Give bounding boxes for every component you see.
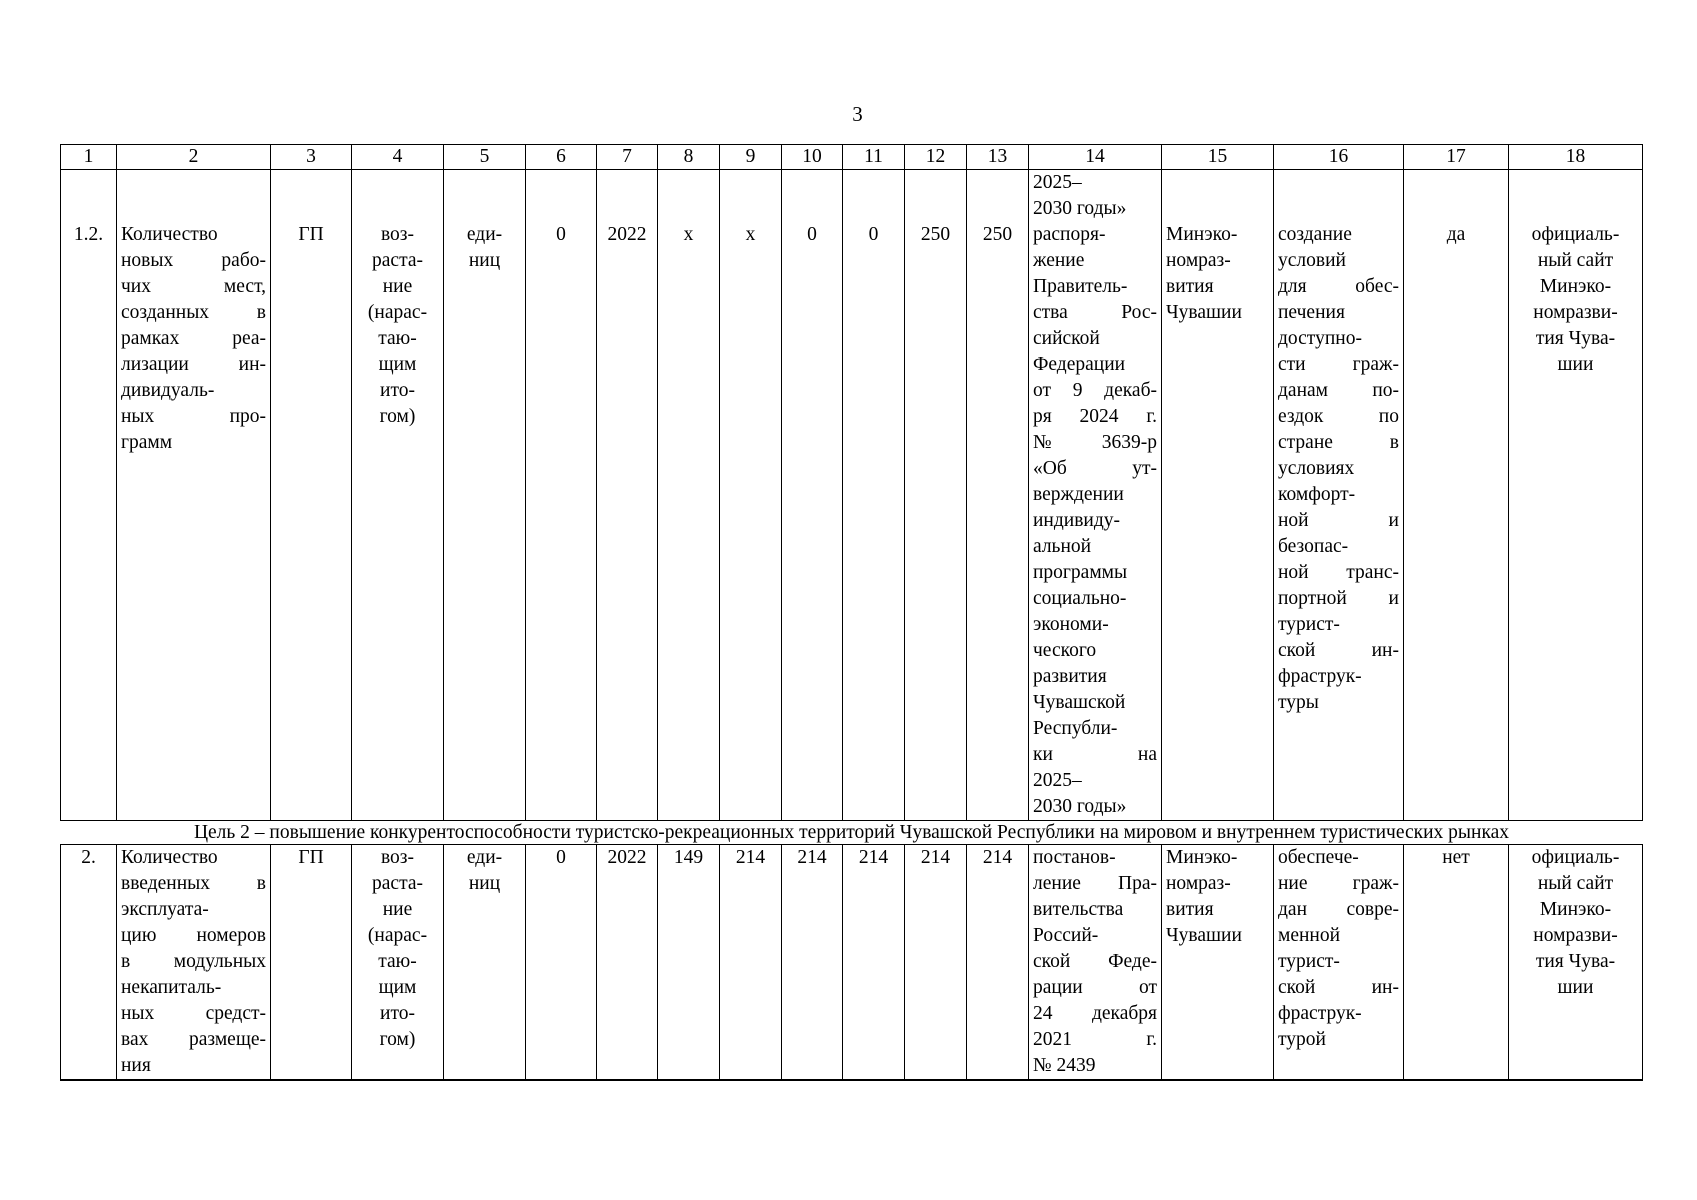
header-cell: 13 (967, 145, 1029, 170)
source-cell (1509, 222, 1643, 821)
cell-line: обеспече- (1278, 847, 1359, 868)
cell-line: (нарас- (367, 925, 428, 946)
cell-line: 2021 г. (1033, 1029, 1157, 1050)
cell-line: некапиталь- (121, 977, 222, 998)
cell-line: Количество (121, 224, 218, 245)
indicators-table (60, 144, 1643, 1081)
cell-line: номраз- (1166, 250, 1231, 271)
cell-line: вах размеще- (121, 1029, 266, 1050)
document-cell (1029, 845, 1162, 1081)
cell-line: ито- (380, 1003, 415, 1024)
header-row (61, 145, 1643, 170)
cell-line: программы (1033, 562, 1128, 583)
row-number: 2. (61, 845, 117, 1081)
cell-line: Федерации (1033, 354, 1126, 375)
continuation-row (61, 170, 1643, 223)
cell-line: № 3639-р (1033, 432, 1157, 453)
cell-line: сти граж- (1278, 354, 1399, 375)
cell-line: постанов- (1033, 847, 1116, 868)
cell-line: ление Пра- (1033, 873, 1157, 894)
cell-line: вития (1166, 276, 1214, 297)
cell-line: шии (1557, 354, 1594, 375)
cell-line: рации от (1033, 977, 1157, 998)
cell-line: ной транс- (1278, 562, 1399, 583)
header-cell: 6 (526, 145, 597, 170)
document-cell (1029, 170, 1162, 223)
cell-line: 2025– (1033, 770, 1082, 791)
cell-line: таю- (378, 951, 417, 972)
cell-line: щим (378, 977, 417, 998)
row-number: 1.2. (61, 222, 117, 821)
cell-line: печения (1278, 302, 1345, 323)
cell-line: Чувашии (1166, 302, 1242, 323)
cell-line: официаль- (1531, 847, 1620, 868)
cell-line: созданных в (121, 302, 266, 323)
cell-line: стране в (1278, 432, 1399, 453)
cell-line: сийской (1033, 328, 1100, 349)
cell-line: верждении (1033, 484, 1124, 505)
cell-line: вительства (1033, 899, 1124, 920)
cell-line: ства Рос- (1033, 302, 1157, 323)
cell-line: условий (1278, 250, 1346, 271)
cell-line: экономи- (1033, 614, 1109, 635)
indicator-trend (352, 222, 444, 821)
header-cell: 7 (597, 145, 658, 170)
header-cell: 11 (843, 145, 905, 170)
cell-line: развития (1033, 666, 1107, 687)
header-cell: 10 (782, 145, 843, 170)
header-cell: 5 (444, 145, 526, 170)
base-value: 0 (526, 845, 597, 1081)
cell-line: социально- (1033, 588, 1127, 609)
cell-line: турой (1278, 1029, 1326, 1050)
document-cell (1029, 222, 1162, 821)
cell-line: 2025– (1033, 172, 1082, 193)
cell-line: вития (1166, 899, 1214, 920)
base-year: 2022 (597, 845, 658, 1081)
cell-line: ние (382, 276, 413, 297)
cell-line: шии (1557, 977, 1594, 998)
cell-line: гом) (379, 1029, 416, 1050)
cell-line: щим (378, 354, 417, 375)
cell-line: Минэко- (1166, 224, 1238, 245)
link-cell (1274, 222, 1404, 821)
cell-line: ных средст- (121, 1003, 266, 1024)
cell-line: ской ин- (1278, 977, 1399, 998)
header-cell: 1 (61, 145, 117, 170)
cell-line: гом) (379, 406, 416, 427)
cell-line: условиях (1278, 458, 1355, 479)
cell-line: чих мест, (121, 276, 266, 297)
cell-line: безопас- (1278, 536, 1349, 557)
cell-line: тия Чува- (1535, 951, 1616, 972)
cell-line: № 2439 (1033, 1055, 1096, 1076)
cell-line: в модульных (121, 951, 266, 972)
cell-line: туры (1278, 692, 1319, 713)
cell-line: новых рабо- (121, 250, 266, 271)
cell-line: Количество (121, 847, 218, 868)
cell-line: ниц (468, 873, 501, 894)
value-cell: 0 (843, 222, 905, 821)
value-cell: 250 (967, 222, 1029, 821)
cell-line: доступно- (1278, 328, 1362, 349)
cell-line: портной и (1278, 588, 1399, 609)
indicator-trend (352, 845, 444, 1081)
indicator-level: ГП (271, 845, 352, 1081)
cell-line: воз- (380, 224, 415, 245)
value-cell: x (720, 222, 782, 821)
gis-cell: нет (1404, 845, 1509, 1081)
value-cell: 250 (905, 222, 967, 821)
base-value: 0 (526, 222, 597, 821)
cell-line: Чувашии (1166, 925, 1242, 946)
cell-line: 24 декабря (1033, 1003, 1157, 1024)
value-cell: 214 (905, 845, 967, 1081)
value-cell: 0 (782, 222, 843, 821)
header-cell: 9 (720, 145, 782, 170)
cell-line: дивидуаль- (121, 380, 215, 401)
cell-line: ной и (1278, 510, 1399, 531)
cell-line: ния (121, 1055, 151, 1076)
cell-line: менной (1278, 925, 1341, 946)
table-row-1-2 (61, 222, 1643, 821)
cell-line: фраструк- (1278, 666, 1362, 687)
cell-line: введенных в (121, 873, 266, 894)
cell-line: таю- (378, 328, 417, 349)
cell-line: создание (1278, 224, 1352, 245)
cell-line: грамм (121, 432, 173, 453)
cell-line: (нарас- (367, 302, 428, 323)
unit-cell (444, 222, 526, 821)
cell-line: турист- (1278, 951, 1340, 972)
cell-line: еди- (466, 224, 503, 245)
header-cell: 17 (1404, 145, 1509, 170)
goal-title: Цель 2 – повышение конкурентоспособности туристско-рекреационных территорий Чувашской Республики на мировом и внутреннем туристических рынках (61, 821, 1643, 845)
header-cell: 4 (352, 145, 444, 170)
responsible-cell (1162, 845, 1274, 1081)
table-row-2 (61, 845, 1643, 1081)
cell-line: Россий- (1033, 925, 1099, 946)
indicator-level: ГП (271, 222, 352, 821)
value-cell: 214 (720, 845, 782, 1081)
goal-row (61, 821, 1643, 845)
header-cell: 16 (1274, 145, 1404, 170)
cell-line: ние граж- (1278, 873, 1399, 894)
cell-line: номразви- (1533, 302, 1618, 323)
header-cell: 14 (1029, 145, 1162, 170)
cell-line: ской ин- (1278, 640, 1399, 661)
base-year: 2022 (597, 222, 658, 821)
cell-line: ря 2024 г. (1033, 406, 1157, 427)
cell-line: Минэко- (1539, 899, 1612, 920)
cell-line: Чувашской (1033, 692, 1126, 713)
cell-line: рамках реа- (121, 328, 266, 349)
cell-line: ездок по (1278, 406, 1399, 427)
cell-line: официаль- (1531, 224, 1620, 245)
header-cell: 18 (1509, 145, 1643, 170)
cell-line: фраструк- (1278, 1003, 1362, 1024)
cell-line: ных про- (121, 406, 266, 427)
cell-line: раста- (372, 250, 423, 271)
gis-cell: да (1404, 222, 1509, 821)
cell-line: Республи- (1033, 718, 1118, 739)
cell-line: дан совре- (1278, 899, 1399, 920)
header-cell: 15 (1162, 145, 1274, 170)
header-cell: 8 (658, 145, 720, 170)
cell-line: комфорт- (1278, 484, 1356, 505)
cell-line: «Об ут- (1033, 458, 1157, 479)
cell-line: для обес- (1278, 276, 1399, 297)
value-cell: 149 (658, 845, 720, 1081)
value-cell: 214 (843, 845, 905, 1081)
cell-line: эксплуата- (121, 899, 209, 920)
cell-line: 2030 годы» (1033, 796, 1127, 817)
cell-line: ито- (380, 380, 415, 401)
cell-line: жение (1033, 250, 1085, 271)
unit-cell (444, 845, 526, 1081)
link-cell (1274, 845, 1404, 1081)
cell-line: Правитель- (1033, 276, 1128, 297)
value-cell: 214 (967, 845, 1029, 1081)
cell-line: данам по- (1278, 380, 1399, 401)
source-cell (1509, 845, 1643, 1081)
cell-line: цию номеров (121, 925, 266, 946)
cell-line: раста- (372, 873, 423, 894)
header-cell: 3 (271, 145, 352, 170)
cell-line: ской Феде- (1033, 951, 1157, 972)
value-cell: x (658, 222, 720, 821)
cell-line: номраз- (1166, 873, 1231, 894)
responsible-cell (1162, 222, 1274, 821)
cell-line: от 9 декаб- (1033, 380, 1157, 401)
value-cell: 214 (782, 845, 843, 1081)
page-number: 3 (852, 102, 863, 126)
cell-line: воз- (380, 847, 415, 868)
cell-line: индивиду- (1033, 510, 1121, 531)
cell-line: ный сайт (1537, 873, 1614, 894)
cell-line: лизации ин- (121, 354, 266, 375)
cell-line: распоря- (1033, 224, 1106, 245)
cell-line: альной (1033, 536, 1092, 557)
cell-line: Минэко- (1166, 847, 1238, 868)
header-cell: 2 (117, 145, 271, 170)
cell-line: еди- (466, 847, 503, 868)
indicator-name (117, 845, 271, 1081)
cell-line: ниц (468, 250, 501, 271)
cell-line: ческого (1033, 640, 1097, 661)
cell-line: турист- (1278, 614, 1340, 635)
cell-line: 2030 годы» (1033, 198, 1127, 219)
cell-line: ный сайт (1537, 250, 1614, 271)
indicator-name (117, 222, 271, 821)
cell-line: ки на (1033, 744, 1157, 765)
cell-line: Минэко- (1539, 276, 1612, 297)
header-cell: 12 (905, 145, 967, 170)
cell-line: тия Чува- (1535, 328, 1616, 349)
cell-line: номразви- (1533, 925, 1618, 946)
cell-line: ние (382, 899, 413, 920)
